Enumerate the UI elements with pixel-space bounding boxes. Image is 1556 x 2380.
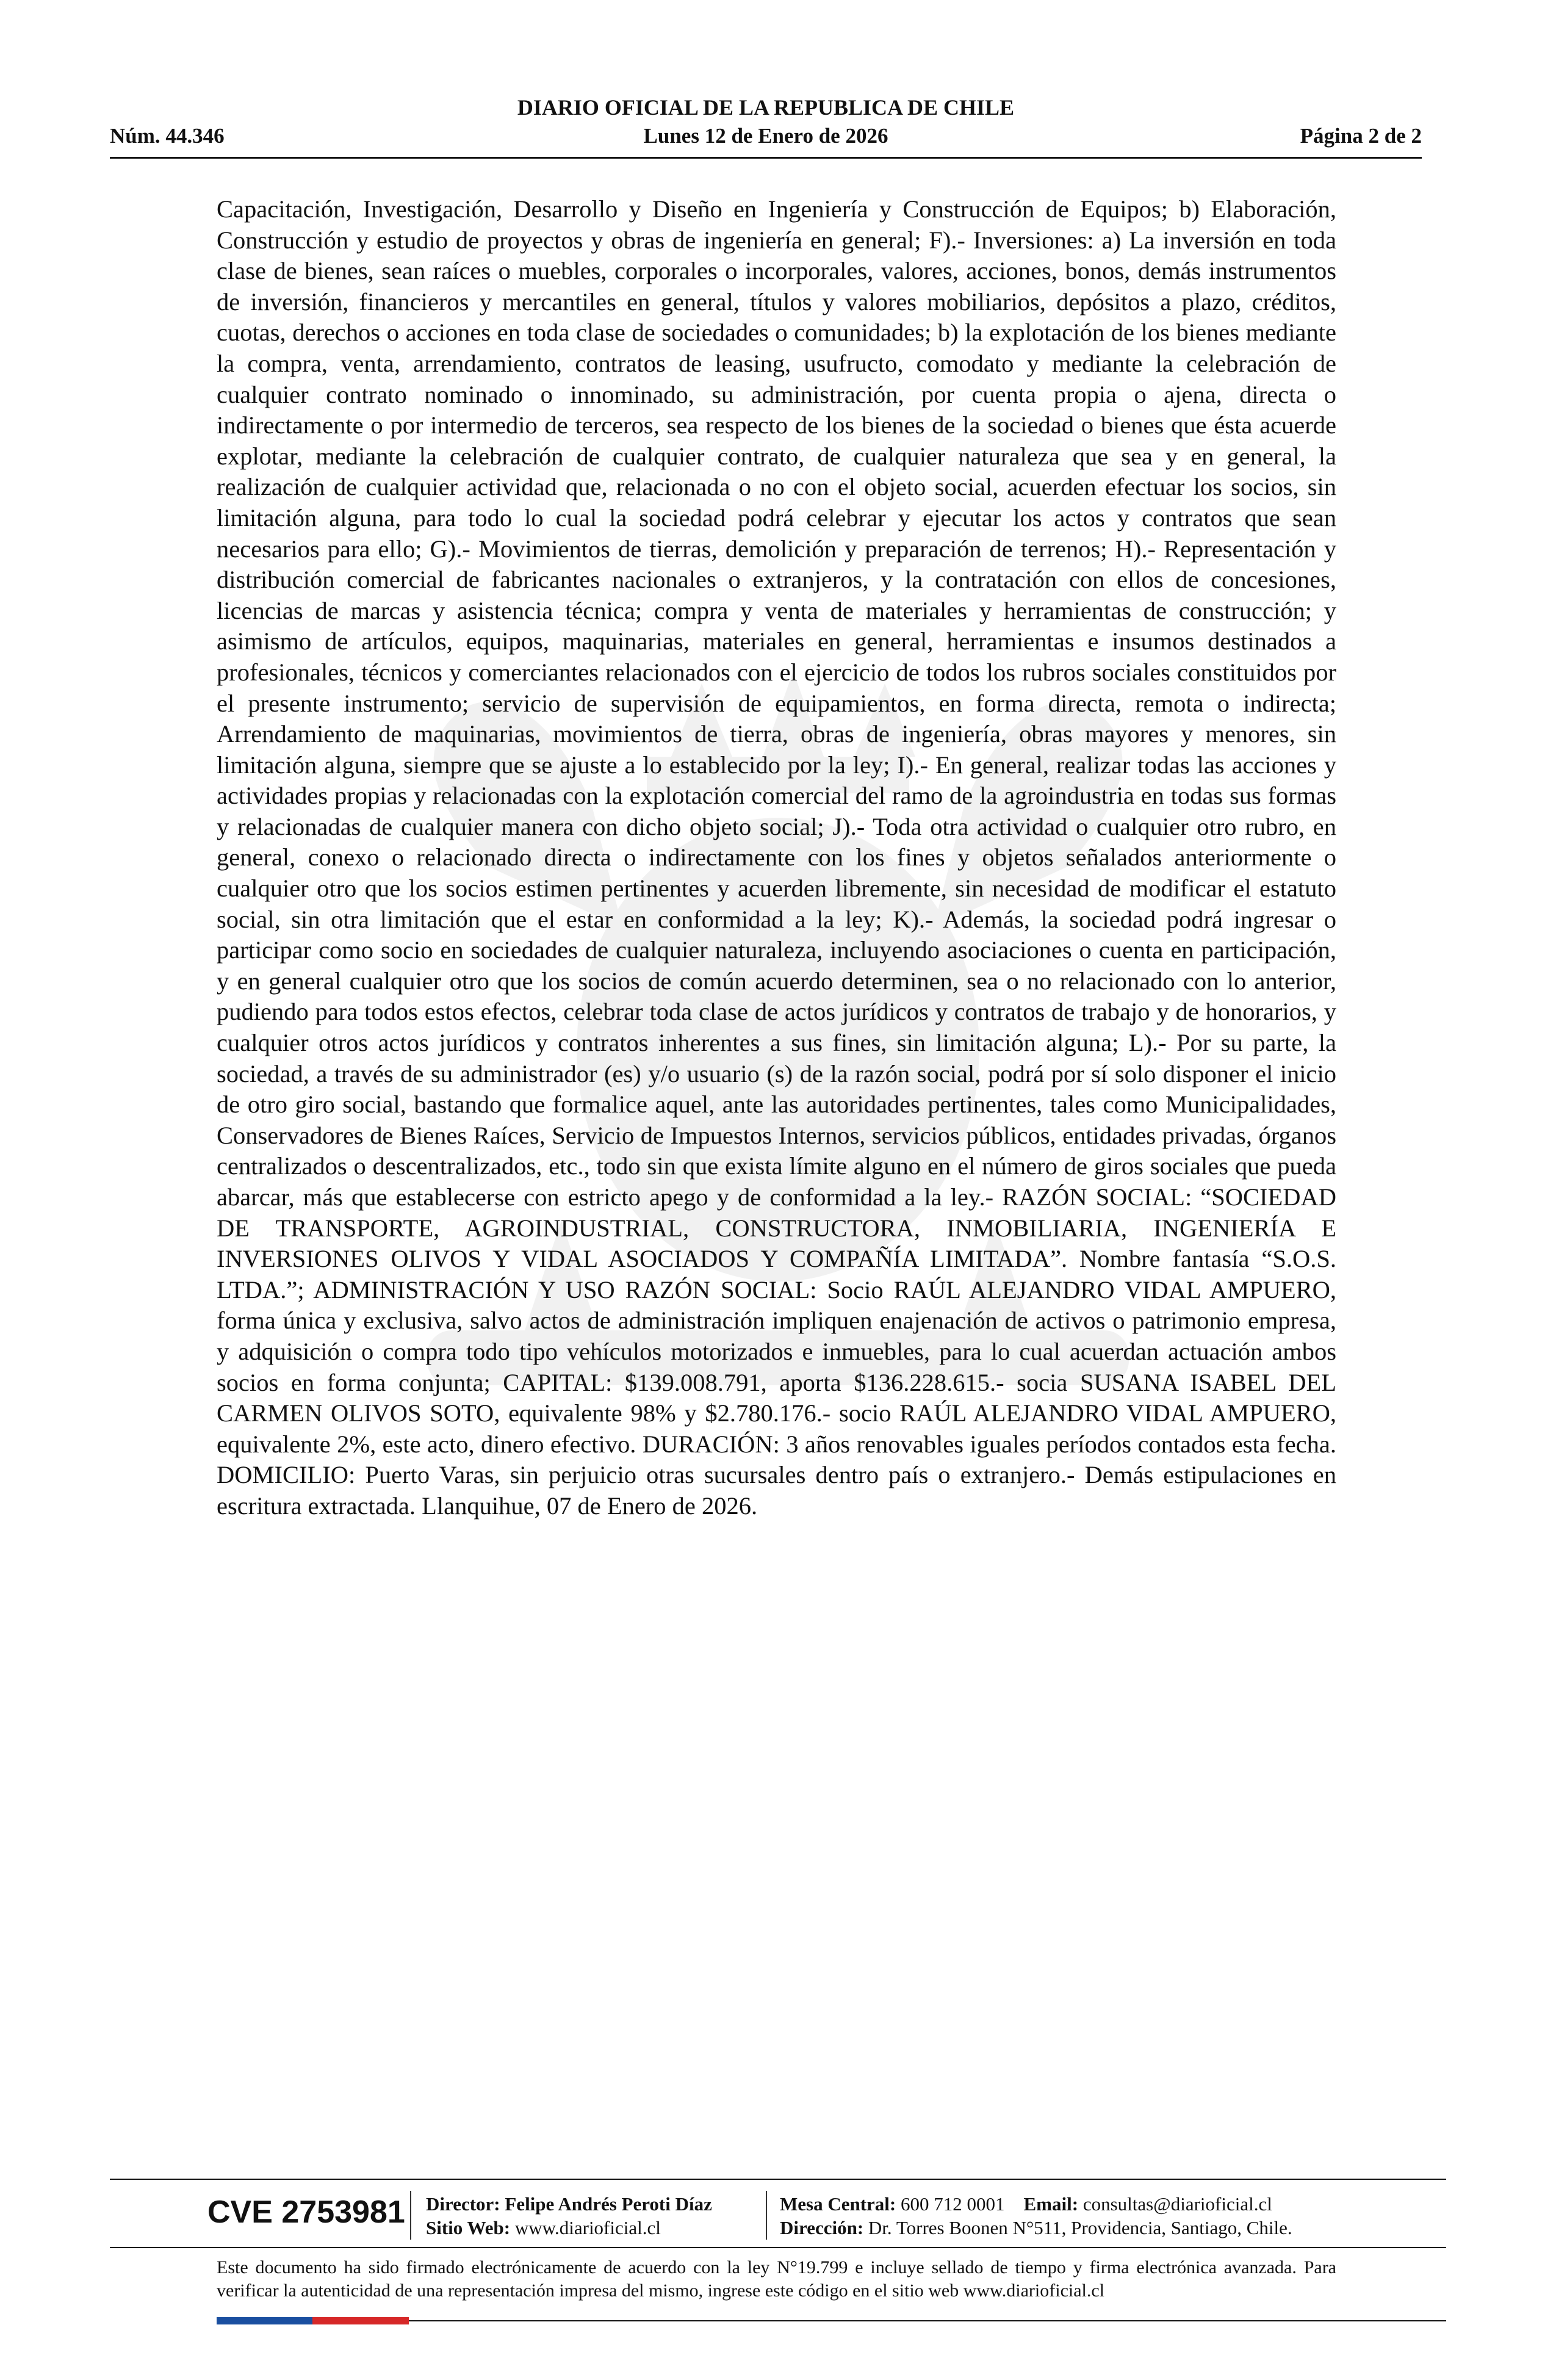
footer-divider-middle (110, 2247, 1446, 2248)
mesa-phone: 600 712 0001 (901, 2193, 1005, 2215)
site-label: Sitio Web: (426, 2217, 511, 2238)
issue-number: Núm. 44.346 (110, 124, 225, 148)
page-number: Página 2 de 2 (1300, 124, 1422, 148)
signature-disclaimer: Este documento ha sido firmado electrónicamente de acuerdo con la ley N°19.799 e incluye sellado de tiempo y firma electrónica avanzada. Para verificar la autenticidad de una representación impresa del mismo, ingrese este código en el sitio web www.diarioficial.cl (217, 2257, 1336, 2301)
issue-date: Lunes 12 de Enero de 2026 (643, 124, 888, 148)
newspaper-title: DIARIO OFICIAL DE LA REPUBLICA DE CHILE (517, 95, 1015, 120)
footer-director-block (426, 2192, 712, 2240)
footer-divider-top (110, 2179, 1446, 2180)
footer-separator (410, 2191, 411, 2240)
address-label: Dirección: (780, 2217, 864, 2238)
mesa-label: Mesa Central: (780, 2193, 896, 2215)
flag-stripe-red (312, 2317, 409, 2324)
header-divider (110, 157, 1422, 159)
address-text: Dr. Torres Boonen N°511, Providencia, Santiago, Chile. (868, 2217, 1292, 2238)
footer-divider-bottom (409, 2320, 1446, 2321)
page-header (110, 95, 1422, 156)
director-name: Felipe Andrés Peroti Díaz (505, 2193, 712, 2215)
cve-code: CVE 2753981 (207, 2194, 405, 2230)
email-link[interactable]: consultas@diarioficial.cl (1082, 2193, 1272, 2215)
site-link[interactable]: www.diarioficial.cl (514, 2217, 661, 2238)
footer-contact-block (780, 2192, 1292, 2240)
article-body: Capacitación, Investigación, Desarrollo y Diseño en Ingeniería y Construcción de Equipos; b) Elaboración, Construcción y estudio de proyectos y obras de ingeniería en general; F).- Inversiones: a) La inversión en toda clase de bienes, sean raíces o muebles, corporales o incorporales, valores, acciones, bonos, demás instrumentos de inversión, financieros y mercantiles en general, títulos y valores mobiliarios, depósitos a plazo, créditos, cuotas, derechos o acciones en toda clase de sociedades o comunidades; b) la explotación de los bienes mediante la compra, venta, arrendamiento, contratos de leasing, usufructo, comodato y mediante la celebración de cualquier contrato nominado o innominado, su administración, por cuenta propia o ajena, directa o indirectamente o por intermedio de terceros, sea respecto de los bienes de la sociedad o bienes que ésta acuerde explotar, mediante la celebración de cualquier contrato, de cualquier naturaleza que sea y en general, la realización de cualquier actividad que, relacionada o no con el objeto social, acuerden efectuar los socios, sin limitación alguna, para todo lo cual la sociedad podrá celebrar y ejecutar los actos y contratos que sean necesarios para ello; G).- Movimientos de tierras, demolición y preparación de terrenos; H).- Representación y distribución comercial de fabricantes nacionales o extranjeros, y la contratación con ellos de concesiones, licencias de marcas y asistencia técnica; compra y venta de materiales y herramientas de construcción; y asimismo de artículos, equipos, maquinarias, materiales en general, herramientas e insumos destinados a profesionales, técnicos y comerciantes relacionados con el ejercicio de todos los rubros sociales constituidos por el presente instrumento; servicio de supervisión de equipamientos, en forma directa, remota o indirecta; Arrendamiento de maquinarias, movimientos de tierra, obras de ingeniería, obras mayores y menores, sin limitación alguna, siempre que se ajuste a lo establecido por la ley; I).- En general, realizar todas las acciones y actividades propias y relacionadas con la explotación comercial del ramo de la agroindustria en todas sus formas y relacionadas de cualquier manera con dicho objeto social; J).- Toda otra actividad o cualquier otro rubro, en general, conexo o relacionado directa o indirectamente con los fines y objetos señalados anteriormente o cualquier otro que los socios estimen pertinentes y acuerden libremente, sin necesidad de modificar el estatuto social, sin otra limitación que el estar en conformidad a la ley; K).- Además, la sociedad podrá ingresar o participar como socio en sociedades de cualquier naturaleza, incluyendo asociaciones o cuenta en participación, y en general cualquier otro que los socios de común acuerdo determinen, sea o no relacionado con lo anterior, pudiendo para todos estos efectos, celebrar toda clase de actos jurídicos y contratos de trabajo y de honorarios, y cualquier otros actos jurídicos y contratos inherentes a sus fines, sin limitación alguna; L).- Por su parte, la sociedad, a través de su administrador (es) y/o usuario (s) de la razón social, podrá por sí solo disponer el inicio de otro giro social, bastando que formalice aquel, ante las autoridades pertinentes, tales como Municipalidades, Conservadores de Bienes Raíces, Servicio de Impuestos Internos, servicios públicos, entidades privadas, órganos centralizados o descentralizados, etc., todo sin que exista límite alguno en el número de giros sociales que pueda abarcar, más que establecerse con estricto apego y de conformidad a la ley.- RAZÓN SOCIAL: “SOCIEDAD DE TRANSPORTE, AGROINDUSTRIAL, CONSTRUCTORA, INMOBILIARIA, INGENIERÍA E INVERSIONES OLIVOS Y VIDAL ASOCIADOS Y COMPAÑÍA LIMITADA”. Nombre fantasía “S.O.S. LTDA.”; ADMINISTRACIÓN Y USO RAZÓN SOCIAL: Socio RAÚL ALEJANDRO VIDAL AMPUERO, forma única y exclusiva, salvo actos de administración impliquen enajenación de activos o patrimonio empresa, y adquisición o compra todo tipo vehículos motorizados e inmuebles, para lo cual acuerdan actuación ambos socios en forma conjunta; CAPITAL: $139.008.791, aporta $136.228.615.- socia SUSANA ISABEL DEL CARMEN OLIVOS SOTO, equivalente 98% y $2.780.176.- socio RAÚL ALEJANDRO VIDAL AMPUERO, equivalente 2%, este acto, dinero efectivo. DURACIÓN: 3 años renovables iguales períodos contados esta fecha. DOMICILIO: Puerto Varas, sin perjuicio otras sucursales dentro país o extranjero.- Demás estipulaciones en escritura extractada. Llanquihue, 07 de Enero de 2026. (217, 195, 1336, 1520)
footer-separator (766, 2191, 767, 2240)
flag-stripe-blue (217, 2317, 312, 2324)
director-label: Director: (426, 2193, 500, 2215)
email-label: Email: (1023, 2193, 1079, 2215)
